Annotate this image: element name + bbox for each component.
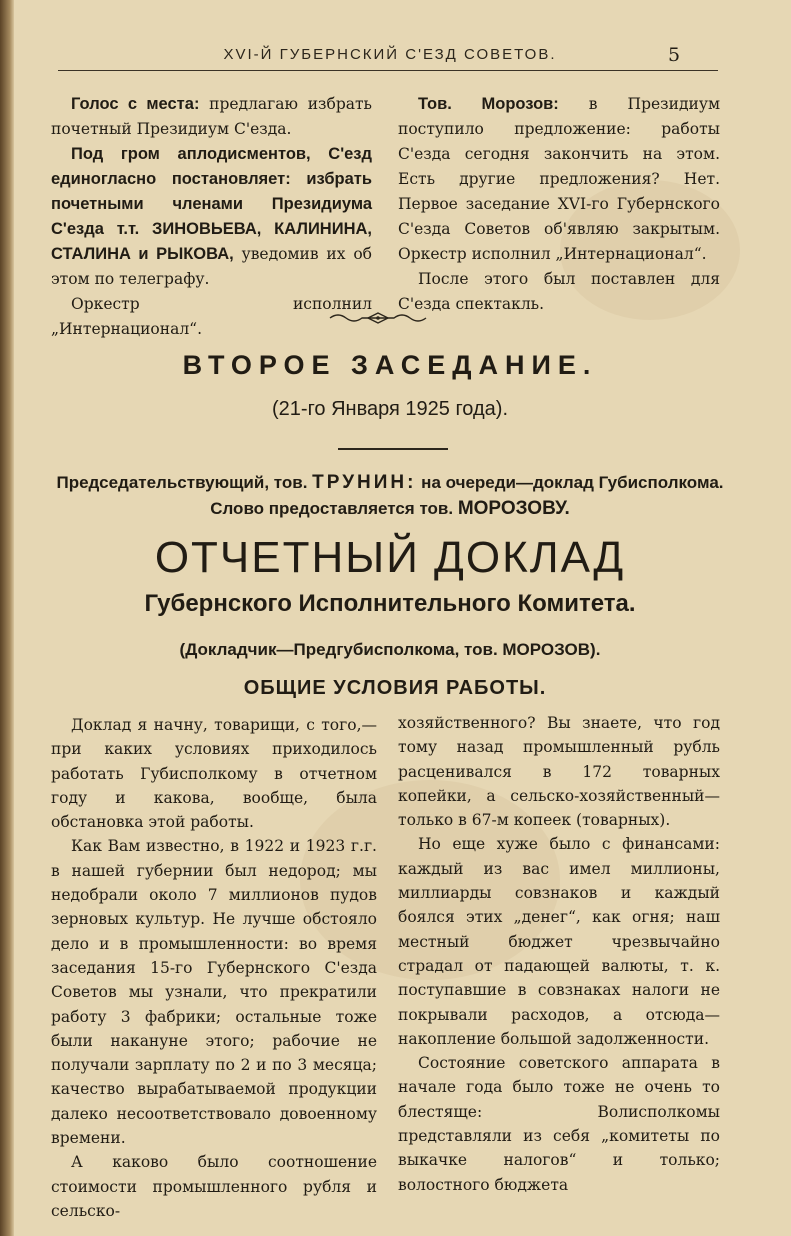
body-left-column: [51, 713, 377, 1223]
report-subtitle: Губернского Исполнительного Комитета.: [144, 590, 636, 617]
paragraph: хозяйственного? Вы знаете, что год тому назад промышленный рубль расценивался в 172 товарных копейки, а сельско-хозяйственный—только в 67-м копеек (товарных).: [398, 714, 720, 830]
paragraph: Доклад я начну, товарищи, с того,— при каких условиях приходилось работать Губисполкому в отчетном году и какова, вообще, была обстановка этой работы.: [51, 716, 377, 832]
paragraph-text: уведомив их об этом по телеграфу.: [51, 245, 372, 288]
paragraph: [51, 142, 372, 292]
page-number: 5: [668, 44, 681, 66]
section-rule: [338, 448, 448, 450]
session-date: (21-го Января 1925 года).: [272, 398, 508, 420]
paragraph-text: предлагаю избрать почетный Президиум С'езда.: [51, 95, 372, 138]
chair-name: ТРУНИН:: [312, 472, 417, 493]
speaker-label: Голос с места:: [71, 95, 200, 113]
session-title: ВТОРОЕ ЗАСЕДАНИЕ.: [182, 350, 598, 380]
resolution-text: Под гром аплодисментов, С'езд единогласно постановляет: избрать почетными членами Президиума С'езда т.т. ЗИНОВЬЕВА, КАЛИНИНА, СТАЛИНА и РЫКОВА,: [51, 145, 372, 263]
chair-text: на очереди—доклад Губисполкома. Слово предоставляется тов.: [210, 473, 724, 518]
header-rule: [58, 70, 718, 71]
chair-speaker: МОРОЗОВУ.: [457, 498, 570, 519]
ornament-divider-icon: [328, 311, 428, 325]
paragraph: Но еще хуже было с финансами: каждый из вас имел миллионы, миллиарды совзнаков и каждый боялся этих „денег“, как огня; наш местный бюджет чрезвычайно страдал от падающей валюты, т. к. поступавшие в совзнаках налоги не покрывали расходов, а отсюда—накопление большой задолженности.: [398, 835, 720, 1048]
reporter-line: (Докладчик—Предгубисполкома, тов. МОРОЗОВ).: [179, 640, 601, 659]
top-left-column: [51, 92, 372, 342]
paragraph: Состояние советского аппарата в начале года было тоже не очень то блестяще: Волисполкомы представляли из себя „комитеты по выкачке налогов“ и только; волостного бюджета: [398, 1054, 720, 1194]
paragraph: Оркестр исполнил „Интернационал“.: [51, 295, 372, 338]
paragraph: Как Вам известно, в 1922 и 1923 г.г. в нашей губернии был недород; мы недобрали около 7 миллионов пудов зерновых культур. Не лучше обстояло дело и в промышленности: во время заседания 15-го Губернского С'езда Советов мы узнали, что прекратили работу 3 фабрики; остальные тоже были накануне этого; рабочие не получали зарплату по 2 и по 3 месяца; качество вырабатываемой продукции далеко несоответствовало довоенному времени.: [51, 837, 377, 1148]
top-right-column: [398, 92, 720, 317]
chair-prefix: Председательствующий, тов.: [56, 473, 313, 492]
section-heading: ОБЩИЕ УСЛОВИЯ РАБОТЫ.: [243, 677, 547, 699]
paragraph: [51, 92, 372, 142]
paragraph-text: в Президиум поступило предложение: работы С'езда сегодня закончить на этом. Есть другие предложения? Нет. Первое заседание XVI-го Губернского С'езда Советов об'являю закрытым. Оркестр исполнил „Интернационал“.: [398, 95, 721, 263]
paragraph: А каково было соотношение стоимости промышленного рубля и сельско-: [51, 1153, 377, 1220]
paragraph: После этого был поставлен для С'езда спектакль.: [398, 270, 720, 313]
chair-statement: [55, 470, 725, 522]
speaker-label: Тов. Морозов:: [418, 95, 559, 113]
paragraph: [398, 92, 720, 267]
running-head: XVI-Й ГУБЕРНСКИЙ С'ЕЗД СОВЕТОВ.: [223, 46, 557, 63]
report-title: ОТЧЕТНЫЙ ДОКЛАД: [154, 533, 626, 582]
book-spine-shadow: [0, 0, 14, 1236]
body-right-column: [398, 711, 720, 1197]
